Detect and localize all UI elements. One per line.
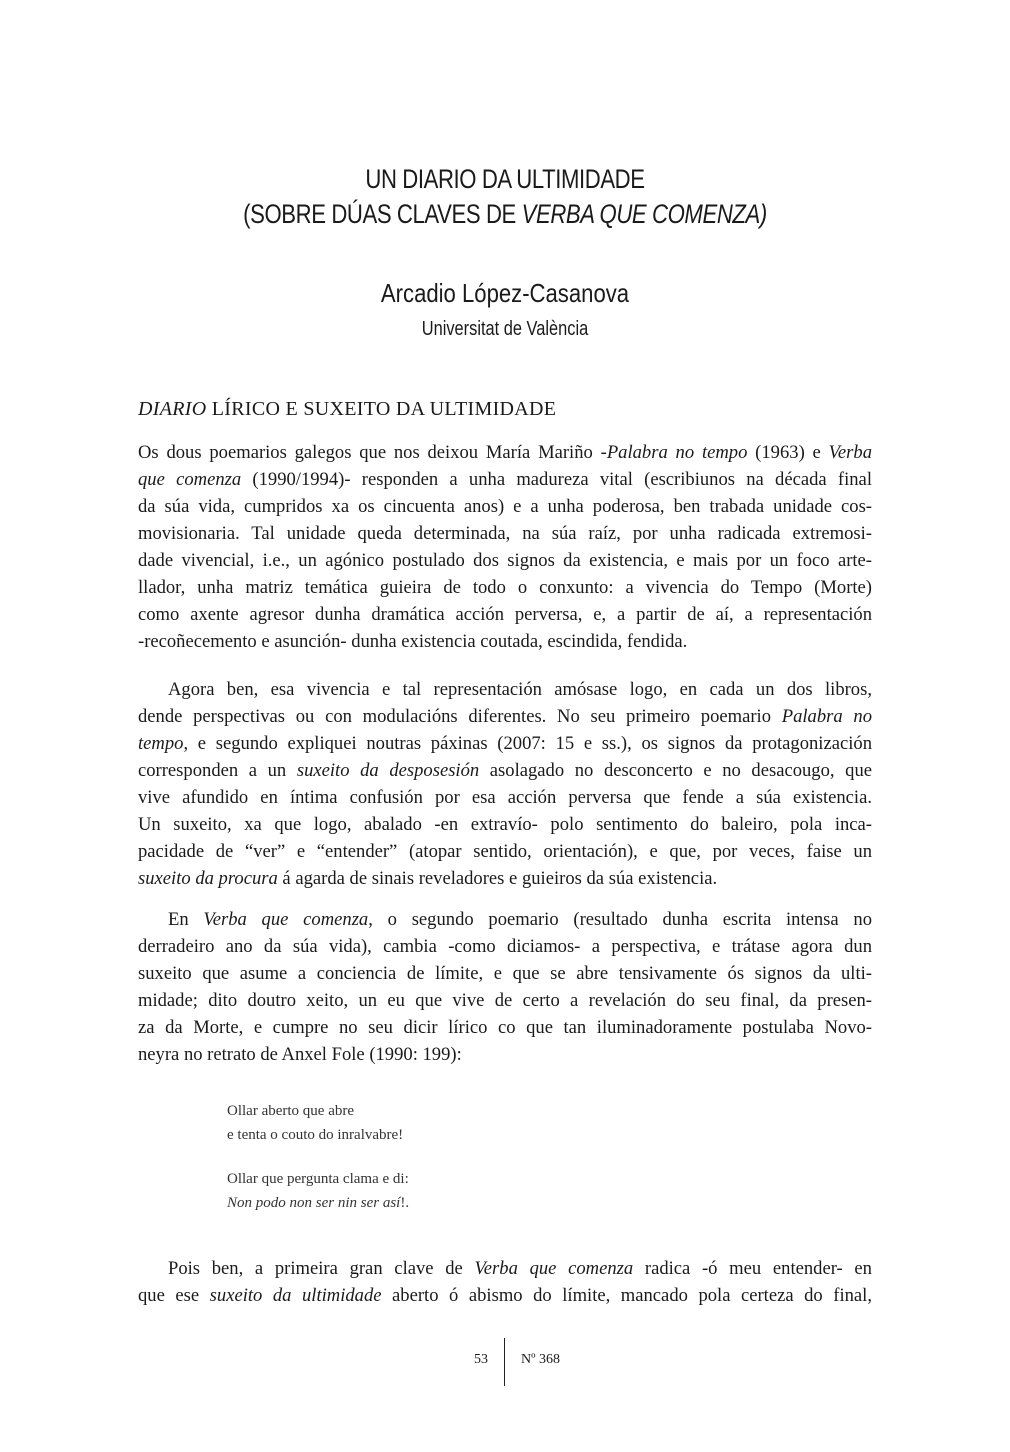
text-segment: -recoñecemento e asunción- dunha existencia coutada, escindida, fendida. bbox=[138, 631, 688, 652]
verse-line: e tenta o couto do inralvabre! bbox=[227, 1127, 404, 1143]
text-line bbox=[138, 676, 872, 703]
author-name: Arcadio López-Casanova bbox=[380, 278, 630, 308]
italic-text: Verba bbox=[828, 442, 872, 463]
text-line bbox=[138, 906, 872, 933]
paragraph bbox=[138, 906, 872, 1068]
text-segment: radica -ó meu entender- en bbox=[633, 1258, 872, 1279]
text-line bbox=[138, 703, 872, 730]
section-heading-rest: LÍRICO E SUXEITO DA ULTIMIDADE bbox=[206, 398, 557, 420]
footer-divider bbox=[504, 1338, 505, 1386]
text-segment: como axente agresor dunha dramática acción perversa, e, a partir de aí, a representación bbox=[138, 604, 872, 625]
text-line bbox=[138, 811, 872, 838]
text-segment: , o segundo poemario (resultado dunha escrita intensa no bbox=[368, 909, 872, 930]
italic-text: que comenza bbox=[138, 469, 242, 490]
italic-text: suxeito da ultimidade bbox=[209, 1285, 382, 1306]
italic-text: suxeito da procura bbox=[138, 868, 278, 889]
text-segment: Agora ben, esa vivencia e tal representación amósase logo, en cada un dos libros, bbox=[168, 679, 872, 700]
text-segment: llador, unha matriz temática guieira de todo o conxunto: a vivencia do Tempo (Morte) bbox=[138, 577, 872, 598]
text-line bbox=[138, 960, 872, 987]
title-italic: VERBA QUE COMENZA) bbox=[521, 199, 767, 229]
page-footer bbox=[0, 1338, 1010, 1386]
text-line bbox=[138, 1041, 872, 1068]
verse-tail: !. bbox=[400, 1195, 410, 1211]
text-segment: Un suxeito, xa que logo, abalado -en extravío- polo sentimento do baleiro, pola inca- bbox=[138, 814, 872, 835]
italic-text: Palabra no tempo bbox=[606, 442, 748, 463]
italic-text: suxeito da desposesión bbox=[296, 760, 480, 781]
verse-line bbox=[227, 1191, 409, 1215]
italic-text: Palabra no bbox=[781, 706, 872, 727]
text-segment: pacidade de “ver” e “entender” (atopar sentido, orientación), e que, por veces, faise un bbox=[138, 841, 872, 862]
text-segment: asolagado no desconcerto e no desacougo, que bbox=[479, 760, 873, 781]
text-line bbox=[138, 547, 872, 574]
text-line bbox=[138, 730, 872, 757]
text-line bbox=[138, 1282, 872, 1309]
section-heading-italic: DIARIO bbox=[138, 398, 207, 420]
text-line bbox=[138, 493, 872, 520]
italic-text: Verba que comenza bbox=[474, 1258, 634, 1279]
text-line bbox=[138, 987, 872, 1014]
text-segment: Pois ben, a primeira gran clave de bbox=[168, 1258, 475, 1279]
text-line bbox=[138, 574, 872, 601]
paragraph bbox=[138, 676, 872, 892]
text-segment: dade vivencial, i.e., un agónico postulado dos signos da existencia, e mais por un foco arte- bbox=[138, 550, 872, 571]
text-segment: corresponden a un bbox=[138, 760, 297, 781]
text-segment: que ese bbox=[138, 1285, 210, 1306]
text-segment: Os dous poemarios galegos que nos deixou María Mariño - bbox=[138, 442, 607, 463]
paragraph bbox=[138, 1255, 872, 1309]
text-line bbox=[138, 933, 872, 960]
italic-text: tempo bbox=[138, 733, 184, 754]
author-affiliation: Universitat de València bbox=[421, 318, 589, 340]
text-line bbox=[138, 1255, 872, 1282]
issue-number: Nº 368 bbox=[521, 1352, 560, 1367]
verse-stanza-2 bbox=[227, 1167, 409, 1215]
text-line bbox=[138, 784, 872, 811]
verse-italic: Non podo non ser nin ser así bbox=[227, 1195, 401, 1211]
text-segment: , e segundo expliquei noutras páxinas (2007: 15 e ss.), os signos da protagonización bbox=[183, 733, 872, 754]
text-line bbox=[138, 520, 872, 547]
text-segment: suxeito que asume a conciencia de límite, e que se abre tensivamente ós signos da ulti- bbox=[138, 963, 872, 984]
text-line bbox=[138, 439, 872, 466]
text-segment: En bbox=[168, 909, 204, 930]
text-segment: aberto ó abismo do límite, mancado pola certeza do final, bbox=[381, 1285, 872, 1306]
text-line bbox=[138, 838, 872, 865]
text-segment: midade; dito doutro xeito, un eu que vive de certo a revelación do seu final, da presen- bbox=[138, 990, 872, 1011]
text-line bbox=[138, 466, 872, 493]
verse-stanza-1 bbox=[227, 1099, 403, 1147]
verse-line: Ollar aberto que abre bbox=[227, 1103, 355, 1119]
text-segment: derradeiro ano da súa vida), cambia -como diciamos- a perspectiva, e trátase agora dun bbox=[138, 936, 872, 957]
text-segment: vive afundido en íntima confusión por esa acción perversa que fende a súa existencia. bbox=[138, 787, 872, 808]
text-line bbox=[138, 1014, 872, 1041]
italic-text: Verba que comenza bbox=[203, 909, 369, 930]
text-line bbox=[138, 865, 872, 892]
paragraph bbox=[138, 439, 872, 655]
article-title-line-2 bbox=[91, 199, 919, 230]
text-line bbox=[138, 757, 872, 784]
page-number: 53 bbox=[474, 1352, 488, 1367]
text-segment: dende perspectivas ou con modulacións diferentes. No seu primeiro poemario bbox=[138, 706, 782, 727]
text-segment: movisionaria. Tal unidade queda determinada, na súa raíz, por unha radicada extremosi- bbox=[138, 523, 872, 544]
text-segment: da súa vida, cumpridos xa os cincuenta anos) e a unha poderosa, ben trabada unidade cos- bbox=[138, 496, 872, 517]
text-segment: za da Morte, e cumpre no seu dicir lírico co que tan iluminadoramente postulaba Novo- bbox=[138, 1017, 872, 1038]
section-heading bbox=[138, 398, 556, 421]
title-prefix: (SOBRE DÚAS CLAVES DE bbox=[243, 199, 522, 229]
text-line bbox=[138, 628, 872, 655]
text-segment: (1963) e bbox=[747, 442, 829, 463]
text-segment: neyra no retrato de Anxel Fole (1990: 199): bbox=[138, 1044, 462, 1065]
text-segment: (1990/1994)- responden a unha madureza vital (escribiunos na década final bbox=[241, 469, 872, 490]
article-title-line-1: UN DIARIO DA ULTIMIDADE bbox=[365, 164, 645, 194]
text-segment: á agarda de sinais reveladores e guieiros da súa existencia. bbox=[277, 868, 718, 889]
verse-line: Ollar que pergunta clama e di: bbox=[227, 1171, 409, 1187]
text-line bbox=[138, 601, 872, 628]
